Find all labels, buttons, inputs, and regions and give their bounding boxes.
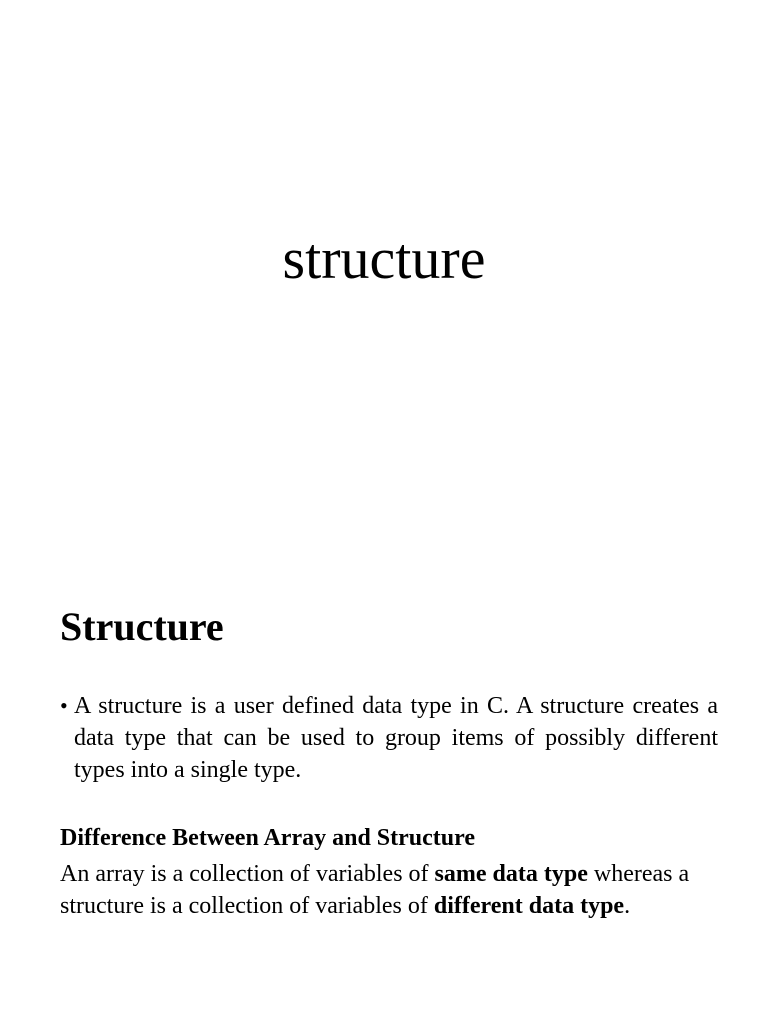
slide-title: structure [282, 226, 486, 291]
bullet-marker: • [60, 693, 68, 718]
comparison-bold-2: different data type [433, 893, 625, 919]
bullet-item [60, 690, 718, 786]
sub-heading: Difference Between Array and Structure [60, 825, 476, 851]
comparison-text-1: An array is a collection of variables of [60, 861, 435, 887]
comparison-paragraph [60, 858, 720, 922]
comparison-bold-1: same data type [434, 861, 588, 887]
comparison-text-3: . [624, 893, 631, 919]
section-heading: Structure [60, 604, 224, 649]
comparison-text-2: whereas a structure is a collection of variables of [60, 861, 690, 919]
bullet-text: A structure is a user defined data type in C. A structure creates a data type that can be used to group items of possibly different types into a single type. [74, 693, 718, 783]
